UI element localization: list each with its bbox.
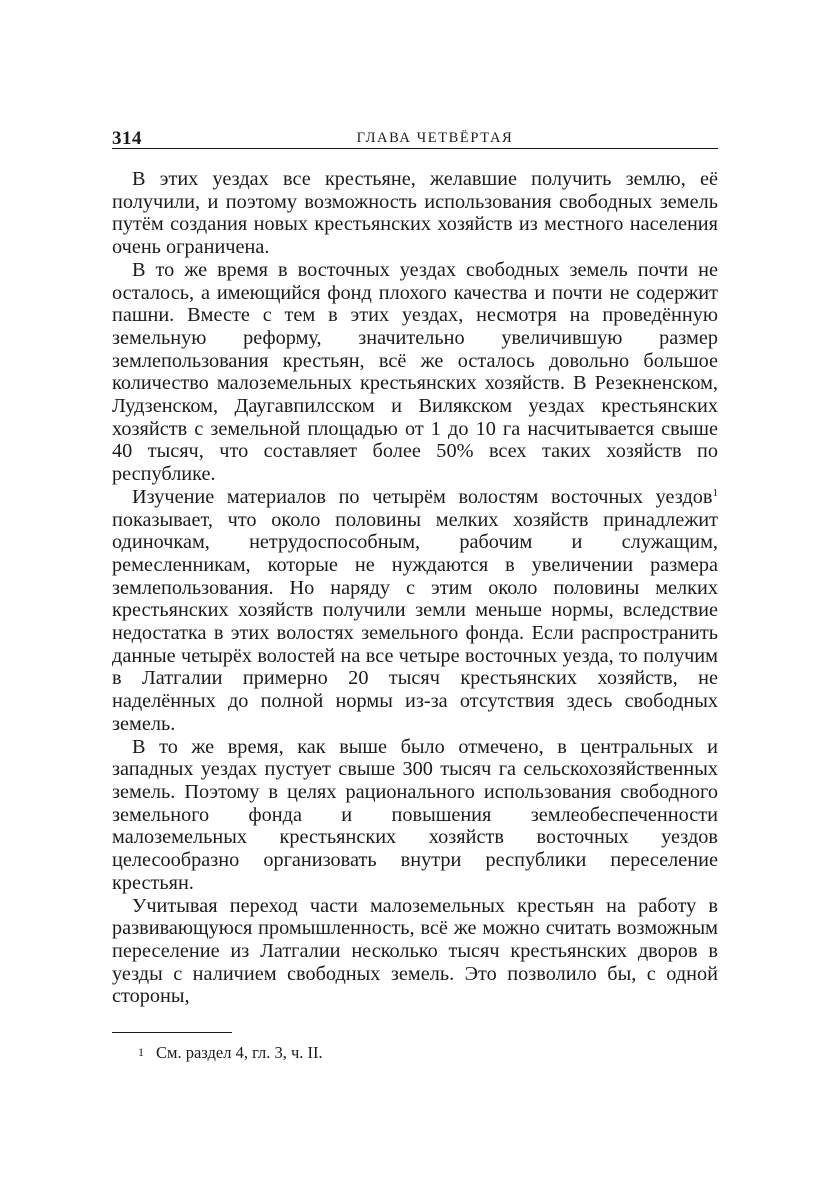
running-head: ГЛАВА ЧЕТВЁРТАЯ: [356, 130, 514, 146]
paragraph-1: В этих уездах все крестьяне, желавшие получить землю, её получили, и поэтому возможность использования свободных земель путём создания новых крестьянских хозяйств из местного населения очень ограничена.: [112, 168, 718, 259]
page-header: [112, 118, 718, 149]
body-text: [112, 168, 718, 1008]
paragraph-2: В то же время в восточных уездах свободных земель почти не осталось, а имеющийся фонд плохого качества и почти не содержит пашни. Вместе с тем в этих уездах, несмотря на проведённую земельную реформу, значительно увеличившую размер землепользования крестьян, всё же осталось довольно большое количество малоземельных крестьянских хозяйств. В Резекненском, Лудзенском, Даугавпилсском и Вилякском уездах крестьянских хозяйств с земельной площадью от 1 до 10 га насчитывается свыше 40 тысяч, что составляет более 50% всех таких хозяйств по республике.: [112, 258, 718, 486]
book-page: [112, 118, 718, 1063]
paragraph-5: Учитывая переход части малоземельных крестьян на работу в развивающуюся промышленность, всё же можно считать возможным переселение из Латгалии несколько тысяч крестьянских дворов в уезды с наличием свободных земель. Это позволило бы, с одной стороны,: [112, 894, 718, 1008]
paragraph-3-start: Изучение материалов по четырём волостям восточных уездов: [132, 485, 713, 508]
paragraph-3-rest: показывает, что около половины мелких хозяйств принадлежит одиночкам, нетрудоспособным, рабочим и служащим, ремесленникам, которые не нуждаются в увеличении размера землепользования. Но наряду с этим около половины мелких крестьянских хозяйств получили земли меньше нормы, вследствие недостатка в этих волостях земельного фонда. Если распространить данные четырёх волостей на все четыре восточных уезда, то получим в Латгалии примерно 20 тысяч крестьянских хозяйств, не наделённых до полной нормы из-за отсутствия здесь свободных земель.: [112, 508, 718, 735]
paragraph-4: В то же время, как выше было отмечено, в центральных и западных уездах пустует свыше 300 тысяч га сельскохозяйственных земель. Поэтому в целях рационального использования свободного земельного фонда и повышения землеобеспеченности малоземельных крестьянских хозяйств восточных уездов целесообразно организовать внутри республики переселение крестьян.: [112, 735, 718, 894]
footnote: [138, 1042, 718, 1063]
footnote-marker: 1: [138, 1045, 144, 1060]
paragraph-3: [112, 486, 718, 736]
footnote-divider: [112, 1032, 232, 1033]
footnote-reference: 1: [712, 486, 718, 499]
page-number: 314: [112, 128, 142, 149]
footnote-text: См. раздел 4, гл. 3, ч. II.: [156, 1043, 323, 1063]
